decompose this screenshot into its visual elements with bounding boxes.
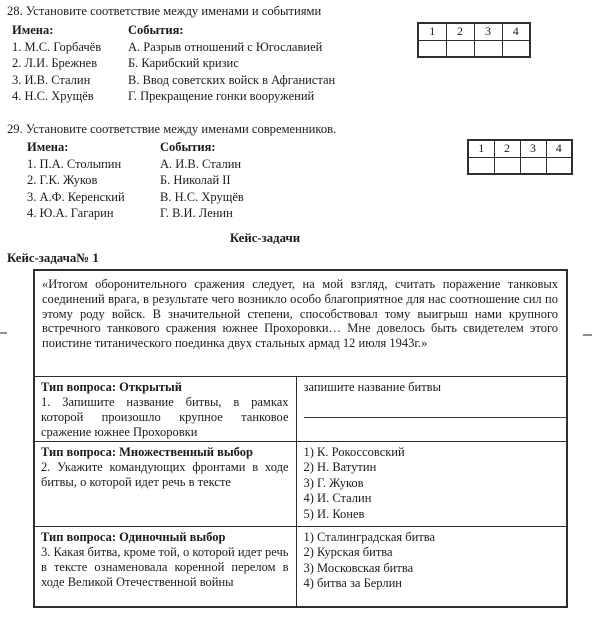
q29-events-header: События: <box>160 140 216 154</box>
question-text: 2. Укажите командующих фронтами в ходе битвы, о которой идет речь в тексте <box>41 459 289 489</box>
question-type-label: Тип вопроса: Множественный выбор <box>41 444 253 459</box>
q28-answer-input-cell[interactable] <box>474 40 502 57</box>
option-item: 1) К. Рокоссовский <box>303 444 405 459</box>
case-row-single-choice <box>34 526 567 607</box>
case-section-heading: Кейс-задачи <box>229 231 301 245</box>
q29-event-item: В. Н.С. Хрущёв <box>160 189 244 204</box>
right-margin-mark <box>583 334 592 336</box>
q29-event-item: А. И.В. Сталин <box>160 156 242 171</box>
q29-answer-header-cell: 1 <box>468 140 494 157</box>
option-item: 2) Н. Ватутин <box>303 460 377 475</box>
q28-answer-input-cell[interactable] <box>502 40 530 57</box>
q28-answer-header-cell: 2 <box>446 23 474 40</box>
q28-answer-header-cell: 4 <box>502 23 530 40</box>
q28-names-column <box>12 22 101 105</box>
q28-name-item: 1. М.С. Горбачёв <box>12 39 102 54</box>
q28-answer-header-cell: 3 <box>474 23 502 40</box>
case-task-subheading: Кейс-задача№ 1 <box>7 251 99 265</box>
case-quote-cell <box>34 270 567 376</box>
q28-title: 28. Установите соответствие между именами и событиями <box>7 4 322 18</box>
q28-name-item: 3. И.В. Сталин <box>12 72 91 87</box>
q28-names-header: Имена: <box>12 23 54 37</box>
case-quote-text: «Итогом оборонительного сражения следует, на мой взгляд, считать поражение танковых соединений врага, в результате чего возникло особо благоприятное для нас соотношение сил по этому роду войск. В значительной степени, способствовал тому выигрыш нами крупного встречного танкового сражения южнее Прохоровки… Мне довелось быть свидетелем этого поистине титанического поединка двух стальных армад 12 июля 1943г.» <box>42 277 559 351</box>
option-item: 4) битва за Берлин <box>303 576 402 591</box>
q29-title: 29. Установите соответствие между именами современников. <box>7 122 337 136</box>
q28-event-item: А. Разрыв отношений с Югославией <box>128 39 323 54</box>
q29-answer-input-cell[interactable] <box>468 157 494 174</box>
case-task-table <box>33 269 568 608</box>
case-row-multiple-choice <box>34 441 567 526</box>
q29-name-item: 1. П.А. Столыпин <box>27 156 122 171</box>
q29-answer-input-cell[interactable] <box>494 157 520 174</box>
q29-answer-header-cell: 4 <box>546 140 572 157</box>
q28-event-item: В. Ввод советских войск в Афганистан <box>128 72 336 87</box>
option-item: 2) Курская битва <box>303 545 393 560</box>
q28-answer-input-cell[interactable] <box>446 40 474 57</box>
q28-events-header: События: <box>128 23 184 37</box>
question-text: 1. Запишите название битвы, в рамках которой произошло крупное танковое сражение южнее Прохоровки <box>41 394 289 440</box>
q29-names-header: Имена: <box>27 140 69 154</box>
case-row3-options-cell <box>296 526 567 607</box>
option-item: 5) И. Конев <box>303 506 365 521</box>
option-item: 1) Сталинградская битва <box>303 529 436 544</box>
case-row2-question-cell <box>34 441 296 526</box>
option-item: 4) И. Сталин <box>303 491 372 506</box>
case-row-open-question <box>34 376 567 441</box>
q29-names-column <box>27 139 125 222</box>
q28-name-item: 4. Н.С. Хрущёв <box>12 89 94 104</box>
q28-event-item: Г. Прекращение гонки вооружений <box>128 89 315 104</box>
q28-answer-header-cell: 1 <box>418 23 446 40</box>
case-row1-answer-cell <box>296 376 567 441</box>
q28-answer-table <box>417 22 531 58</box>
q28-name-item: 2. Л.И. Брежнев <box>12 56 98 71</box>
option-item: 3) Г. Жуков <box>303 475 364 490</box>
q29-answer-input-cell[interactable] <box>546 157 572 174</box>
case-row2-options-cell <box>296 441 567 526</box>
q29-answer-table <box>467 139 573 175</box>
option-item: 3) Московская битва <box>303 560 414 575</box>
answer-prompt: запишите название битвы <box>303 379 441 394</box>
q29-name-item: 4. Ю.А. Гагарин <box>27 206 114 221</box>
q28-event-item: Б. Карибский кризис <box>128 56 239 71</box>
q29-name-item: 2. Г.К. Жуков <box>27 173 98 188</box>
case-row3-question-cell <box>34 526 296 607</box>
q29-event-item: Б. Николай II <box>160 173 231 188</box>
question-text: 3. Какая битва, кроме той, о которой идет речь в тексте ознаменовала коренной перелом в ходе Великой Отечественной войны <box>41 544 289 590</box>
answer-blank-line[interactable] <box>304 406 566 418</box>
q29-name-item: 3. А.Ф. Керенский <box>27 189 125 204</box>
question-type-label: Тип вопроса: Открытый <box>41 379 182 394</box>
question-type-label: Тип вопроса: Одиночный выбор <box>41 529 226 544</box>
q29-events-column <box>160 139 244 222</box>
q29-answer-input-cell[interactable] <box>520 157 546 174</box>
q28-events-column <box>128 22 335 105</box>
q29-answer-header-cell: 2 <box>494 140 520 157</box>
case-row1-question-cell <box>34 376 296 441</box>
q29-answer-header-cell: 3 <box>520 140 546 157</box>
q28-answer-input-cell[interactable] <box>418 40 446 57</box>
left-margin-mark <box>0 332 7 334</box>
q29-event-item: Г. В.И. Ленин <box>160 206 233 221</box>
